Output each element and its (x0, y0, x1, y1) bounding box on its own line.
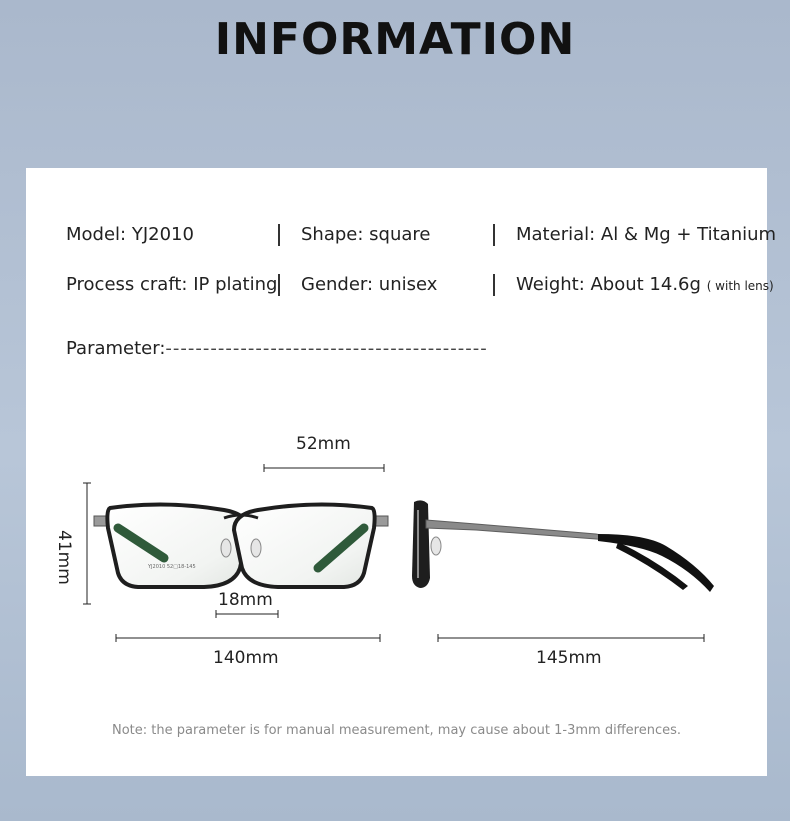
measurement-note: Note: the parameter is for manual measurement, may cause about 1-3mm differences. (111, 723, 682, 738)
parameter-label: Parameter: (66, 338, 166, 359)
bridge-dimension (216, 610, 278, 618)
frame-side-view (412, 500, 714, 592)
spec-gender: Gender: unisex (301, 274, 438, 295)
lens-height-label: 41mm (54, 530, 74, 585)
spec-material: Material: Al & Mg + Titanium (516, 224, 777, 245)
spec-model: Model: YJ2010 (66, 224, 194, 245)
spec-weight-note: ( with lens) (706, 279, 774, 293)
lens-width-label: 52mm (296, 434, 351, 454)
glasses-illustration (26, 168, 767, 776)
frame-width-label: 140mm (213, 648, 279, 668)
spec-process-craft: Process craft: IP plating (66, 274, 278, 295)
info-card (26, 168, 777, 776)
lens-height-dimension (83, 483, 91, 604)
svg-text:YJ2010 52□18-145: YJ2010 52□18-145 (148, 564, 196, 570)
frame-front-view (94, 504, 388, 587)
frame-width-dimension (116, 634, 380, 642)
lens-width-dimension (264, 464, 384, 472)
temple-length-label: 145mm (536, 648, 602, 668)
spec-shape: Shape: square (301, 224, 431, 245)
spec-weight-value: Weight: About 14.6g (516, 274, 701, 295)
page-title: INFORMATION (214, 14, 576, 65)
parameter-dashes: ------------------------------------------- (165, 338, 488, 359)
bridge-label: 18mm (218, 590, 273, 610)
temple-length-dimension (438, 634, 704, 642)
